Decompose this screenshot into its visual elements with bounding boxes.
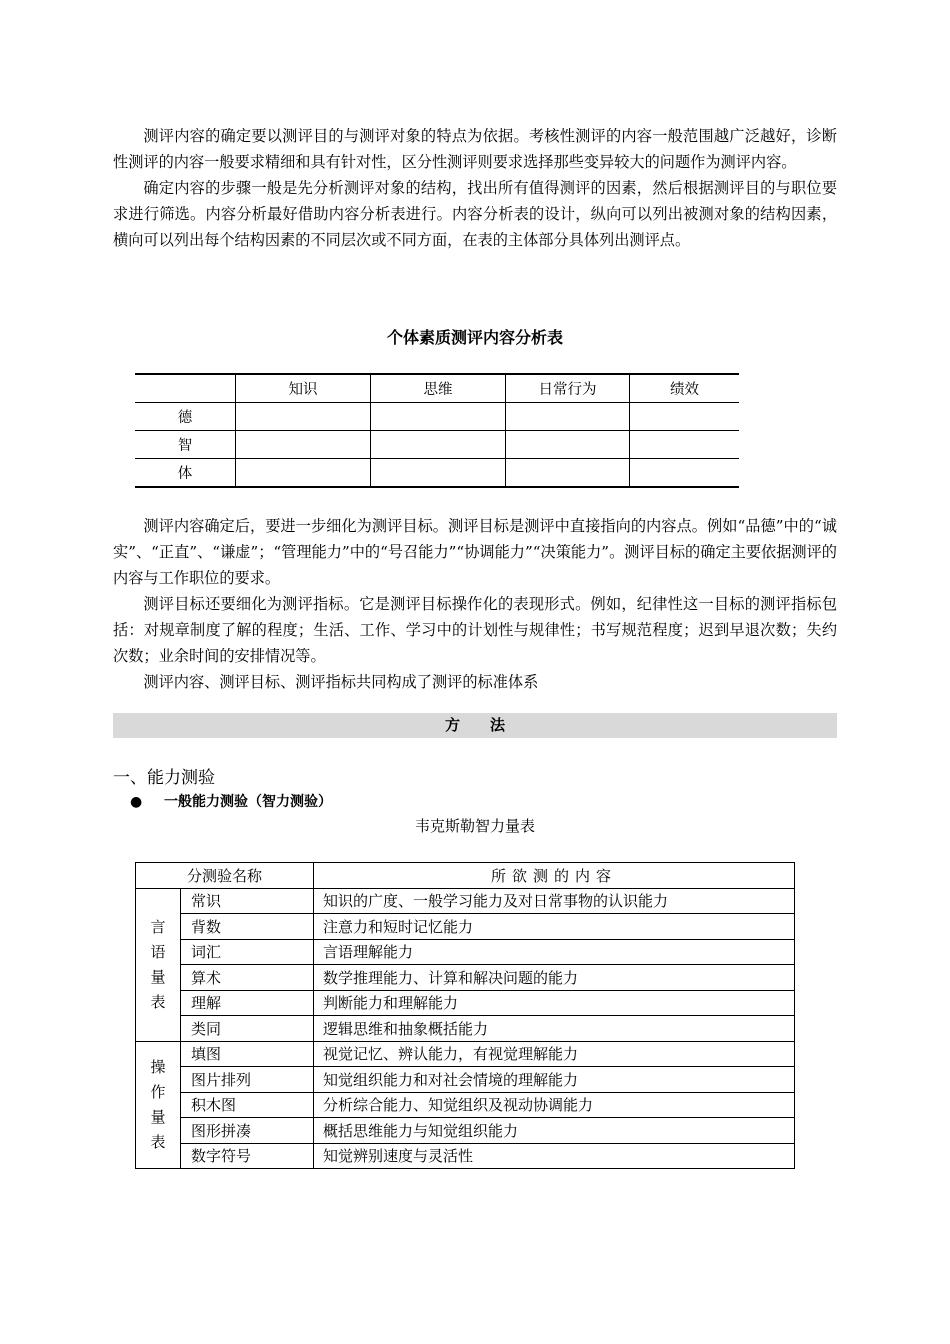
table-header-cell: 日常行为 xyxy=(506,374,630,403)
group-label-text: 操作量表 xyxy=(150,1057,166,1151)
table-row xyxy=(136,990,795,1016)
table-row xyxy=(136,1092,795,1118)
content-analysis-table xyxy=(135,373,739,488)
bullet-dot-icon: ● xyxy=(130,794,143,810)
table2-title: 韦克斯勒智力量表 xyxy=(414,817,535,835)
table-row xyxy=(136,1016,795,1042)
table-row xyxy=(136,1143,795,1169)
table-header-row xyxy=(136,863,795,889)
table-header-cell: 分测验名称 xyxy=(136,863,314,889)
table-header-cell: 所欲测的内容 xyxy=(314,863,795,889)
table-row xyxy=(135,431,739,459)
table-header-cell: 绩效 xyxy=(630,374,740,403)
subtest-name: 背数 xyxy=(181,914,314,940)
subtest-name: 常识 xyxy=(181,888,314,914)
subtest-content: 视觉记忆、辨认能力，有视觉理解能力 xyxy=(314,1041,795,1067)
table-row xyxy=(136,939,795,965)
table-row xyxy=(135,459,739,488)
table-row xyxy=(136,914,795,940)
subtest-content: 知觉组织能力和对社会情境的理解能力 xyxy=(314,1067,795,1093)
row-label: 智 xyxy=(135,431,236,459)
paragraph: 测评内容的确定要以测评目的与测评对象的特点为依据。考核性测评的内容一般范围越广泛越好，诊断性测评的内容一般要求精细和具有针对性，区分性测评则要求选择那些变异较大的问题作为测评内容。 xyxy=(113,127,837,171)
subtest-name: 类同 xyxy=(181,1016,314,1042)
table1-title: 个体素质测评内容分析表 xyxy=(386,328,563,347)
subtest-name: 图片排列 xyxy=(181,1067,314,1093)
group-label xyxy=(136,888,181,1041)
subtest-name: 数字符号 xyxy=(181,1143,314,1169)
subtest-content: 逻辑思维和抽象概括能力 xyxy=(314,1016,795,1042)
table-header-cell: 知识 xyxy=(236,374,371,403)
section-heading: 一、能力测验 xyxy=(113,768,215,788)
subtest-content: 知识的广度、一般学习能力及对日常事物的认识能力 xyxy=(314,888,795,914)
subtest-name: 理解 xyxy=(181,990,314,1016)
target-paragraphs xyxy=(113,513,837,695)
bullet-text: 一般能力测验（智力测验） xyxy=(164,794,332,810)
intro-paragraphs xyxy=(113,123,837,253)
paragraph: 测评内容确定后，要进一步细化为测评目标。测评目标是测评中直接指向的内容点。例如“品德”中的“诚实”、“正直”、“谦虚”；“管理能力”中的“号召能力”“协调能力”“决策能力”。测评目标的确定主要依据测评的内容与工作职位的要求。 xyxy=(113,517,837,587)
subtest-content: 概括思维能力与知觉组织能力 xyxy=(314,1118,795,1144)
group-label-text: 言语量表 xyxy=(150,917,166,1011)
paragraph: 测评目标还要细化为测评指标。它是测评目标操作化的表现形式。例如，纪律性这一目标的测评指标包括：对规章制度了解的程度；生活、工作、学习中的计划性与规律性；书写规范程度；迟到早退次数；失约次数；业余时间的安排情况等。 xyxy=(113,595,837,665)
paragraph: 测评内容、测评目标、测评指标共同构成了测评的标准体系 xyxy=(143,673,539,691)
subtest-content: 知觉辨别速度与灵活性 xyxy=(314,1143,795,1169)
table-row xyxy=(136,1041,795,1067)
subtest-name: 词汇 xyxy=(181,939,314,965)
section-band xyxy=(113,713,837,738)
subtest-name: 积木图 xyxy=(181,1092,314,1118)
subtest-content: 注意力和短时记忆能力 xyxy=(314,914,795,940)
subtest-name: 图形拼凑 xyxy=(181,1118,314,1144)
subtest-content: 言语理解能力 xyxy=(314,939,795,965)
subtest-content: 数学推理能力、计算和解决问题的能力 xyxy=(314,965,795,991)
group-label xyxy=(136,1041,181,1169)
subtest-name: 填图 xyxy=(181,1041,314,1067)
table-header-cell: 思维 xyxy=(371,374,506,403)
table-header-row xyxy=(135,374,739,403)
subtest-content: 判断能力和理解能力 xyxy=(314,990,795,1016)
paragraph: 确定内容的步骤一般是先分析测评对象的结构，找出所有值得测评的因素，然后根据测评目的与职位要求进行筛选。内容分析最好借助内容分析表进行。内容分析表的设计，纵向可以列出被测对象的结构因素，横向可以列出每个结构因素的不同层次或不同方面，在表的主体部分具体列出测评点。 xyxy=(113,179,837,249)
subtest-content: 分析综合能力、知觉组织及视动协调能力 xyxy=(314,1092,795,1118)
bullet-item xyxy=(130,791,332,811)
wechsler-table xyxy=(135,862,795,1169)
row-label: 体 xyxy=(135,459,236,488)
table-row xyxy=(136,965,795,991)
row-label: 德 xyxy=(135,403,236,431)
table-row xyxy=(135,403,739,431)
table-header-cell xyxy=(135,374,236,403)
subtest-name: 算术 xyxy=(181,965,314,991)
table-row xyxy=(136,888,795,914)
table-row xyxy=(136,1118,795,1144)
table-row xyxy=(136,1067,795,1093)
section-band-label: 方法 xyxy=(444,716,535,734)
